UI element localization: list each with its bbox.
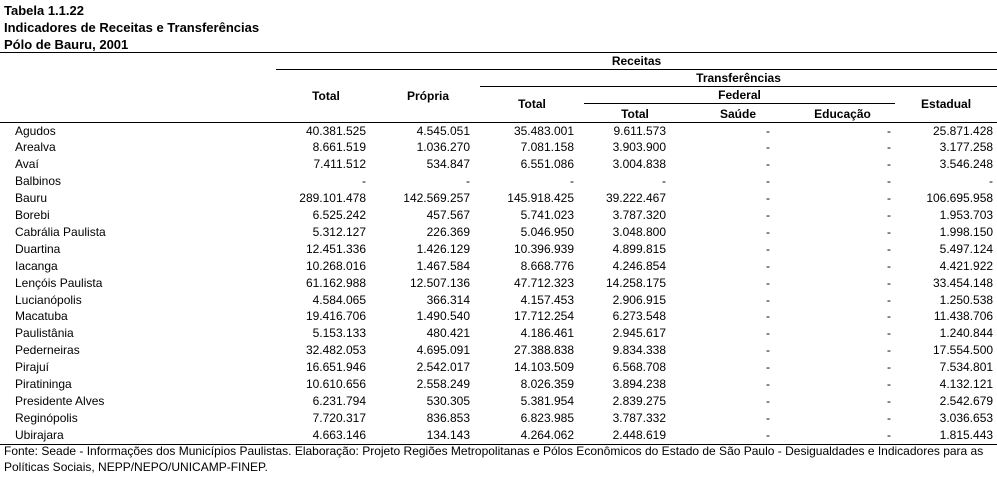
estadual-cell: 4.132.121 [939,377,994,392]
saude-cell: - [766,360,770,375]
table-row [0,292,997,309]
table-row [0,139,997,156]
total-cell: 6.525.242 [312,208,366,223]
propria-cell: 1.490.540 [416,309,470,324]
estadual-cell: 11.438.706 [933,309,994,324]
header-federal: Federal [584,87,895,104]
saude-cell: - [766,326,770,341]
transf-total-cell: 6.551.086 [520,157,574,172]
table-row [0,410,997,427]
table-row [0,376,997,393]
estadual-cell: 2.542.679 [939,394,994,408]
header-transf-total: Total [518,97,546,112]
total-cell: 12.451.336 [305,241,366,256]
federal-total-cell: 3.787.320 [612,208,666,223]
saude-cell: - [766,343,770,358]
transf-total-cell: 47.712.323 [513,275,574,290]
educacao-cell: - [887,275,891,290]
federal-total-cell: 9.611.573 [613,123,666,138]
saude-cell: - [766,241,770,256]
educacao-cell: - [887,326,891,341]
header-transferencias: Transferências [480,70,997,87]
federal-total-cell: 3.894.238 [612,377,666,392]
total-cell: 32.482.053 [305,343,366,358]
educacao-cell: - [887,309,891,324]
educacao-cell: - [887,360,891,375]
propria-cell: 534.847 [426,157,470,172]
federal-total-cell: 2.448.619 [584,427,686,444]
transf-total-cell: 17.712.254 [513,309,574,324]
federal-total-cell: 4.246.854 [612,258,666,273]
municipio-cell: Borebi [15,208,50,223]
table-title-block [4,2,259,53]
propria-cell: 2.542.017 [416,360,470,375]
municipio-cell: Avaí [15,157,39,172]
federal-total-cell: 2.945.617 [612,326,666,341]
municipio-cell: Piratininga [15,377,72,392]
table-number: Tabela 1.1.22 [4,3,84,18]
table-row [0,359,997,376]
educacao-cell: - [887,258,891,273]
table-row [0,342,997,359]
propria-cell: 2.558.249 [416,377,470,392]
municipio-cell: Reginópolis [15,410,78,425]
transf-total-cell: 4.186.461 [520,326,574,341]
estadual-cell: 1.240.844 [939,326,994,341]
estadual-cell: 1.250.538 [939,292,994,307]
saude-cell: - [766,275,770,290]
estadual-cell: 3.177.258 [939,140,994,155]
transf-total-cell: 8.668.776 [520,258,574,273]
total-cell: 40.381.525 [305,123,366,138]
saude-cell: - [766,208,770,223]
saude-cell: - [766,224,770,239]
municipio-cell: Balbinos [15,174,62,189]
propria-cell: 1.467.584 [416,258,470,273]
educacao-cell: - [790,427,895,444]
total-cell: 10.268.016 [305,258,366,273]
header-educacao: Educação [814,106,871,121]
table-row [0,241,997,258]
transf-total-cell: 5.381.954 [520,394,574,408]
transf-total-cell: 8.026.359 [520,377,574,392]
header-total: Total [312,88,340,103]
propria-cell: 366.314 [426,292,470,307]
saude-cell: - [766,258,770,273]
municipio-cell: Lençóis Paulista [15,275,103,290]
estadual-cell: 25.871.428 [932,123,994,138]
total-cell: 5.153.133 [312,326,366,341]
municipio-cell: Lucianópolis [15,292,82,307]
transf-total-cell: 7.081.158 [520,140,574,155]
propria-cell: 142.569.257 [403,191,470,206]
municipio-cell: Cabrália Paulista [15,224,106,239]
total-cell: 10.610.656 [305,377,366,392]
municipio-cell: Pirajuí [15,360,50,375]
federal-total-cell: - [662,174,666,189]
municipio-cell: Ubirajara [0,427,276,444]
educacao-cell: - [887,191,891,206]
propria-cell: 226.369 [426,224,470,239]
propria-cell: 12.507.136 [409,275,470,290]
propria-cell: 4.695.091 [416,343,470,358]
municipio-cell: Agudos [15,123,56,138]
estadual-cell: 1.815.443 [895,427,997,444]
estadual-cell: 106.695.958 [926,191,994,206]
estadual-cell: 7.534.801 [939,360,994,375]
total-cell: 61.162.988 [305,275,366,290]
federal-total-cell: 4.899.815 [612,241,666,256]
table-row [0,427,997,444]
estadual-cell: 4.421.922 [939,258,994,273]
transf-total-cell: 4.264.062 [480,427,584,444]
header-federal-total: Total [621,106,649,121]
estadual-cell: 33.454.148 [932,275,994,290]
propria-cell: 4.545.051 [416,123,470,138]
table-row [0,275,997,292]
transf-total-cell: 10.396.939 [513,241,574,256]
total-cell: 4.584.065 [312,292,366,307]
table-row [0,224,997,241]
municipio-cell: Bauru [15,191,48,206]
table-row [0,173,997,190]
saude-cell: - [766,394,770,408]
header-municipio [0,70,276,122]
header-spacer [0,53,276,70]
header-propria: Própria [406,88,449,103]
educacao-cell: - [887,123,891,138]
data-table [0,52,997,445]
total-cell: 19.416.706 [305,309,366,324]
educacao-cell: - [887,208,891,223]
federal-total-cell: 2.839.275 [612,394,666,408]
table-row [0,258,997,275]
estadual-cell: 1.953.703 [939,208,994,223]
municipio-cell: Pederneiras [15,343,80,358]
educacao-cell: - [887,241,891,256]
estadual-cell: 17.554.500 [932,343,994,358]
federal-total-cell: 3.048.800 [612,224,666,239]
federal-total-cell: 3.903.900 [612,140,666,155]
municipio-cell: Presidente Alves [15,394,105,408]
table-subtitle: Pólo de Bauru, 2001 [4,37,129,52]
total-cell: 16.651.946 [305,360,366,375]
educacao-cell: - [887,292,891,307]
federal-total-cell: 3.004.838 [612,157,666,172]
educacao-cell: - [887,410,891,425]
municipio-cell: Paulistânia [15,326,74,341]
estadual-cell: 5.497.124 [939,241,994,256]
saude-cell: - [766,191,770,206]
federal-total-cell: 6.568.708 [612,360,666,375]
saude-cell: - [766,377,770,392]
federal-total-cell: 2.906.915 [612,292,666,307]
saude-cell: - [766,140,770,155]
transf-total-cell: - [570,174,574,189]
municipio-cell: Macatuba [15,309,68,324]
transf-total-cell: 4.157.453 [520,292,574,307]
educacao-cell: - [887,224,891,239]
total-cell: 8.661.519 [312,140,366,155]
transf-total-cell: 6.823.985 [520,410,574,425]
estadual-cell: - [989,174,994,189]
estadual-cell: 3.036.653 [939,410,994,425]
transf-total-cell: 5.741.023 [520,208,574,223]
transf-total-cell: 145.918.425 [507,191,574,206]
propria-cell: - [466,174,470,189]
propria-cell: 1.426.129 [416,241,470,256]
educacao-cell: - [887,140,891,155]
propria-cell: 480.421 [426,326,470,341]
total-cell: 4.663.146 [276,427,376,444]
federal-total-cell: 6.273.548 [612,309,666,324]
municipio-cell: Duartina [15,241,61,256]
table-row [0,393,997,410]
header-receitas: Receitas [276,53,997,70]
educacao-cell: - [887,157,891,172]
propria-cell: 836.853 [426,410,470,425]
table-row [0,207,997,224]
propria-cell: 530.305 [426,394,470,408]
total-cell: - [362,174,366,189]
saude-cell: - [686,427,790,444]
total-cell: 7.411.512 [313,157,366,172]
saude-cell: - [766,123,770,138]
transf-total-cell: 14.103.509 [513,360,574,375]
educacao-cell: - [887,394,891,408]
header-estadual: Estadual [921,97,972,112]
municipio-cell: Iacanga [15,258,58,273]
header-saude: Saúde [719,106,756,121]
table-row [0,308,997,325]
total-cell: 7.720.317 [312,410,366,425]
total-cell: 5.312.127 [312,224,366,239]
total-cell: 289.101.478 [299,191,366,206]
table-row [0,325,997,342]
transf-total-cell: 27.388.838 [513,343,574,358]
estadual-cell: 1.998.150 [939,224,994,239]
federal-total-cell: 3.787.332 [612,410,666,425]
table-body [0,122,997,444]
educacao-cell: - [887,343,891,358]
table-row [0,190,997,207]
total-cell: 6.231.794 [312,394,366,408]
saude-cell: - [766,309,770,324]
propria-cell: 457.567 [426,208,470,223]
table-title: Indicadores de Receitas e Transferências [4,20,260,35]
propria-cell: 1.036.270 [416,140,470,155]
municipio-cell: Arealva [15,140,56,155]
source-note: Fonte: Seade - Informações dos Municípios Paulistas. Elaboração: Projeto Regiões Metropolitanas e Pólos Econômicos do Estado de São Paulo - Desigualdades e Indicadores para as Políticas Sociais, NEPP/NEPO/UNICAMP-FINEP. [4,444,984,474]
federal-total-cell: 9.834.338 [612,343,666,358]
table-row [0,122,997,139]
saude-cell: - [766,157,770,172]
educacao-cell: - [887,377,891,392]
transf-total-cell: 5.046.950 [520,224,574,239]
table-row [0,156,997,173]
saude-cell: - [766,410,770,425]
transf-total-cell: 35.483.001 [513,123,574,138]
estadual-cell: 3.546.248 [939,157,994,172]
federal-total-cell: 14.258.175 [605,275,666,290]
educacao-cell: - [887,174,891,189]
saude-cell: - [766,292,770,307]
saude-cell: - [766,174,770,189]
federal-total-cell: 39.222.467 [605,191,666,206]
propria-cell: 134.143 [376,427,480,444]
